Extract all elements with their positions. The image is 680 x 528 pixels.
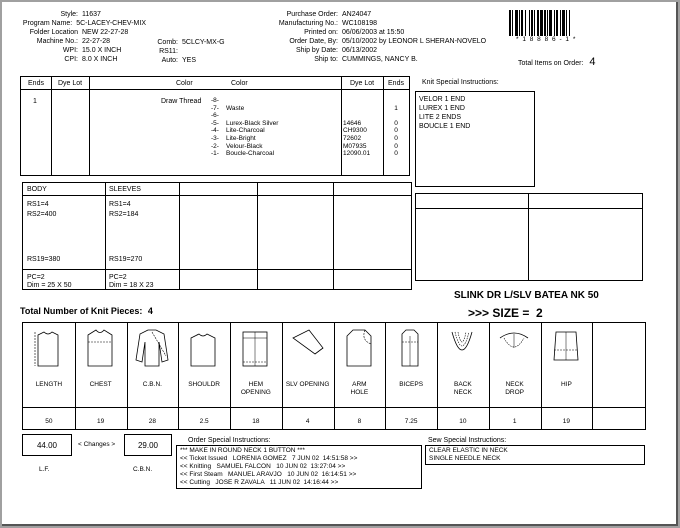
col-ends: Ends: [28, 80, 44, 87]
header-right: [252, 10, 512, 64]
measure-label: HIP: [560, 381, 572, 388]
barcode-bar: [556, 10, 558, 36]
changes-label: < Changes >: [78, 441, 116, 448]
knit-pieces: [20, 306, 153, 316]
header_left-value: NEW 22-27-28: [82, 29, 129, 36]
barcode-bar: [531, 10, 533, 36]
measure-label: HEM OPENING: [240, 381, 271, 396]
barcode: [508, 10, 596, 36]
lf-label: L.F.: [39, 466, 50, 473]
total-items-value: 4: [589, 56, 596, 68]
cbn-value-box: [124, 434, 172, 456]
header_right-value: 05/10/2002 by LEONOR L SHERAN-NOVELO: [342, 38, 487, 45]
barcode-bar: [544, 10, 546, 36]
col-ends-2: Ends: [388, 80, 404, 87]
body-sleeves-table: [22, 182, 412, 290]
knit-special-title: Knit Special Instructions:: [422, 79, 499, 86]
header_left-label: CPI:: [64, 56, 78, 63]
header_left-value: 11637: [82, 11, 101, 18]
color-row-num: -1-: [211, 150, 219, 158]
total-items-label: Total Items on Order:: [518, 60, 584, 67]
col-color-2: Color: [231, 80, 248, 87]
sleeves-rs1: RS1=4: [109, 201, 131, 208]
knit-special-line: LUREX 1 END: [419, 105, 465, 112]
knit-special-line: LITE 2 ENDS: [419, 114, 462, 121]
measure-label: SHOULDR: [188, 381, 221, 388]
header_left-label: Style:: [60, 11, 78, 18]
color-row-ends: 1: [394, 104, 398, 112]
barcode-bar: [537, 10, 539, 36]
sleeves-header: SLEEVES: [109, 186, 141, 193]
header_right-row: [252, 37, 512, 46]
lf-value-box: [22, 434, 72, 456]
barcode-bar: [566, 10, 567, 36]
sleeve-opening-diagram-icon: [289, 326, 325, 370]
cbn-diagram-icon: [134, 326, 170, 370]
header_right-label: Printed on:: [304, 29, 338, 36]
color-row-lot: M07935: [343, 142, 367, 150]
measure-value: 50: [45, 418, 53, 425]
header_mid-row: [142, 47, 242, 56]
header-left: [6, 10, 146, 64]
measure-value: 1: [512, 418, 517, 425]
measure-label: BACK NECK: [453, 381, 472, 396]
measure-value: 4: [305, 418, 310, 425]
col-dye-lot: Dye Lot: [57, 80, 83, 87]
body-pc: PC=2: [27, 274, 45, 281]
barcode-bar: [569, 10, 570, 36]
measure-value: 28: [148, 418, 156, 425]
body-rs1: RS1=4: [27, 201, 49, 208]
barcode-bar: [560, 10, 561, 36]
measurements-table: [22, 322, 646, 430]
order-special-line: << Cutting JOSE R ZAVALA 11 JUN 02 14:16:44 >>: [180, 479, 339, 486]
header_mid-row: [142, 38, 242, 47]
measure-value: 19: [97, 418, 105, 425]
color-row-ends: 0: [394, 150, 398, 158]
header_right-value: 06/13/2002: [342, 47, 378, 54]
order-special-line: *** MAKE IN ROUND NECK 1 BUTTON ***: [180, 447, 305, 454]
header_left-label: Machine No.:: [36, 38, 78, 45]
color-row-num: -4-: [211, 127, 219, 135]
measure-label: ARM HOLE: [350, 381, 369, 396]
color-row-lot: 72602: [343, 135, 362, 142]
header_right-value: WC108198: [342, 20, 378, 27]
measure-value: 18: [252, 418, 260, 425]
header_right-label: Order Date, By:: [289, 38, 338, 45]
biceps-diagram-icon: [392, 326, 428, 370]
order-special-box: [176, 445, 422, 489]
header_right-value: 06/06/2003 at 15:50: [342, 29, 405, 36]
header_right-label: Ship to:: [314, 56, 338, 63]
hem-diagram-icon: [237, 326, 273, 370]
barcode-bar: [549, 10, 552, 36]
measure-label: NECK DROP: [505, 381, 525, 396]
header_left-label: WPI:: [62, 47, 78, 54]
total-items: [518, 58, 595, 68]
color-row-lot: 12090.01: [343, 150, 371, 158]
barcode-bar: [554, 10, 555, 36]
color-row-num: -3-: [211, 135, 219, 142]
body-rs2: RS2=400: [27, 211, 57, 218]
color-row-name: Boucle-Charcoal: [226, 150, 275, 158]
sleeves-rs2: RS2=184: [109, 211, 139, 218]
header_mid-label: Auto:: [161, 57, 178, 64]
order-special-line: << Knitting SAMUEL FALCON 10 JUN 02 13:27:04 >>: [180, 463, 346, 470]
color-row-name: Lite-Charcoal: [226, 127, 265, 135]
barcode-bar: [512, 10, 513, 36]
header_mid-value: 5CLCY-MX-G: [182, 39, 225, 46]
cbn-value: 29.00: [137, 441, 159, 450]
size-line: >>> SIZE = 2: [468, 306, 543, 320]
left-ends-value: 1: [33, 98, 37, 105]
barcode-bar: [547, 10, 548, 36]
color-table: [20, 76, 410, 176]
barcode-bar: [534, 10, 535, 36]
back-neck-diagram-icon: [444, 326, 480, 370]
header_right-value: CUMMINGS, NANCY B.: [342, 56, 418, 63]
hip-diagram-icon: [548, 326, 584, 370]
barcode-bar: [521, 10, 523, 36]
order-special-line: << First Steam MANUEL ARAVJO 10 JUN 02 16:14:51 >>: [180, 471, 357, 478]
sleeves-pc: PC=2: [109, 274, 127, 281]
header_right-row: [252, 10, 512, 19]
header_mid-value: YES: [182, 57, 197, 64]
body-rs19: RS19=380: [27, 256, 61, 263]
barcode-bar: [509, 10, 511, 36]
measure-label: BICEPS: [399, 381, 424, 388]
header_left-value: 22-27-28: [82, 38, 111, 45]
order-special-line: << Ticket Issued LORENIA GOMEZ 7 JUN 02 14:51:58 >>: [180, 455, 358, 462]
order-special-title: Order Special Instructions:: [188, 437, 271, 444]
sew-special-title: Sew Special Instructions:: [428, 437, 507, 444]
barcode-text: * 1 8 8 8 6 - 1 *: [516, 36, 577, 43]
barcode-bar: [515, 10, 518, 36]
body-header: BODY: [27, 186, 47, 193]
header-mid: [142, 38, 242, 65]
barcode-bar: [525, 10, 526, 36]
header_left-row: [6, 28, 146, 37]
col-color-1: Color: [176, 80, 193, 87]
header_mid-row: [142, 56, 242, 65]
sleeves-dim: Dim = 18 X 23: [109, 282, 154, 289]
header_left-row: [6, 37, 146, 46]
measure-value: 8: [357, 418, 362, 425]
lf-value: 44.00: [36, 441, 58, 450]
work-order-sheet: [2, 2, 678, 526]
measure-label: SLV OPENING: [285, 381, 330, 388]
knit-pieces-value: 4: [147, 306, 153, 316]
header_right-label: Purchase Order:: [286, 11, 338, 18]
knit-pieces-label: Total Number of Knit Pieces:: [20, 306, 143, 316]
header_left-label: Folder Location: [29, 29, 78, 36]
header_right-row: [252, 19, 512, 28]
header_mid-label: Comb:: [157, 39, 178, 46]
knit-special-line: VELOR 1 END: [419, 96, 466, 103]
sleeves-rs19: RS19=270: [109, 256, 143, 263]
header_left-value: 15.0 X INCH: [82, 47, 122, 54]
header_right-row: [252, 28, 512, 37]
col-dye-lot-2: Dye Lot: [349, 80, 375, 87]
measure-label: LENGTH: [35, 381, 63, 388]
header_right-value: AN24047: [342, 11, 372, 18]
header_right-row: [252, 55, 512, 64]
color-row-name: Lurex-Black Silver: [226, 119, 279, 127]
color-row-num: -2-: [211, 142, 219, 150]
shoulder-diagram-icon: [185, 326, 221, 370]
armhole-diagram-icon: [341, 326, 377, 370]
measure-value: 2.5: [199, 418, 209, 425]
barcode-bar: [562, 10, 565, 36]
color-row-num: -8-: [211, 97, 219, 104]
color-row-num: -6-: [211, 112, 219, 120]
color-row-lot: CH9300: [343, 127, 367, 135]
measure-value: 10: [459, 418, 467, 425]
color-row-num: -7-: [211, 104, 219, 112]
header_left-row: [6, 46, 146, 55]
style-title: SLINK DR L/SLV BATEA NK 50: [454, 290, 599, 301]
color-row-lot: 14646: [343, 119, 362, 127]
color-row-ends: 0: [394, 119, 398, 127]
chest-diagram-icon: [82, 326, 118, 370]
header_right-row: [252, 46, 512, 55]
color-row-ends: 0: [394, 142, 398, 150]
header_left-row: [6, 55, 146, 64]
neck-drop-diagram-icon: [496, 326, 532, 370]
knit-special-box: [415, 91, 535, 187]
measure-value: 19: [562, 418, 570, 425]
cbn-label: C.B.N.: [133, 466, 153, 473]
measure-label: CHEST: [89, 381, 112, 388]
sew-special-line: SINGLE NEEDLE NECK: [429, 455, 501, 462]
knit-special-line: BOUCLE 1 END: [419, 123, 471, 130]
length-diagram-icon: [30, 326, 66, 370]
header_left-row: [6, 10, 146, 19]
header_left-row: [6, 19, 146, 28]
header_left-value: 5C-LACEY-CHEV-MIX: [76, 20, 146, 27]
color-row-name: Waste: [226, 104, 245, 112]
header_left-label: Program Name:: [22, 20, 73, 27]
barcode-bar: [540, 10, 543, 36]
draw-thread-label: Draw Thread: [161, 98, 202, 105]
header_left-value: 8.0 X INCH: [82, 56, 118, 63]
header_mid-label: RS11:: [159, 48, 178, 55]
color-row-name: Velour-Black: [226, 142, 263, 150]
body-dim: Dim = 25 X 50: [27, 282, 72, 289]
barcode-bar: [529, 10, 530, 36]
sew-special-line: CLEAR ELASTIC IN NECK: [429, 447, 508, 454]
measure-label: C.B.N.: [142, 381, 162, 388]
color-row-ends: 0: [394, 135, 398, 142]
right-grid: [415, 193, 643, 281]
measure-value: 7.25: [404, 418, 418, 425]
header_right-label: Manufacturing No.:: [278, 20, 338, 27]
header_right-label: Ship by Date:: [295, 47, 338, 54]
sew-special-box: [425, 445, 645, 465]
barcode-bar: [519, 10, 520, 36]
color-row-ends: 0: [394, 127, 398, 135]
color-row-num: -5-: [211, 119, 219, 127]
color-row-name: Lite-Bright: [226, 135, 256, 142]
